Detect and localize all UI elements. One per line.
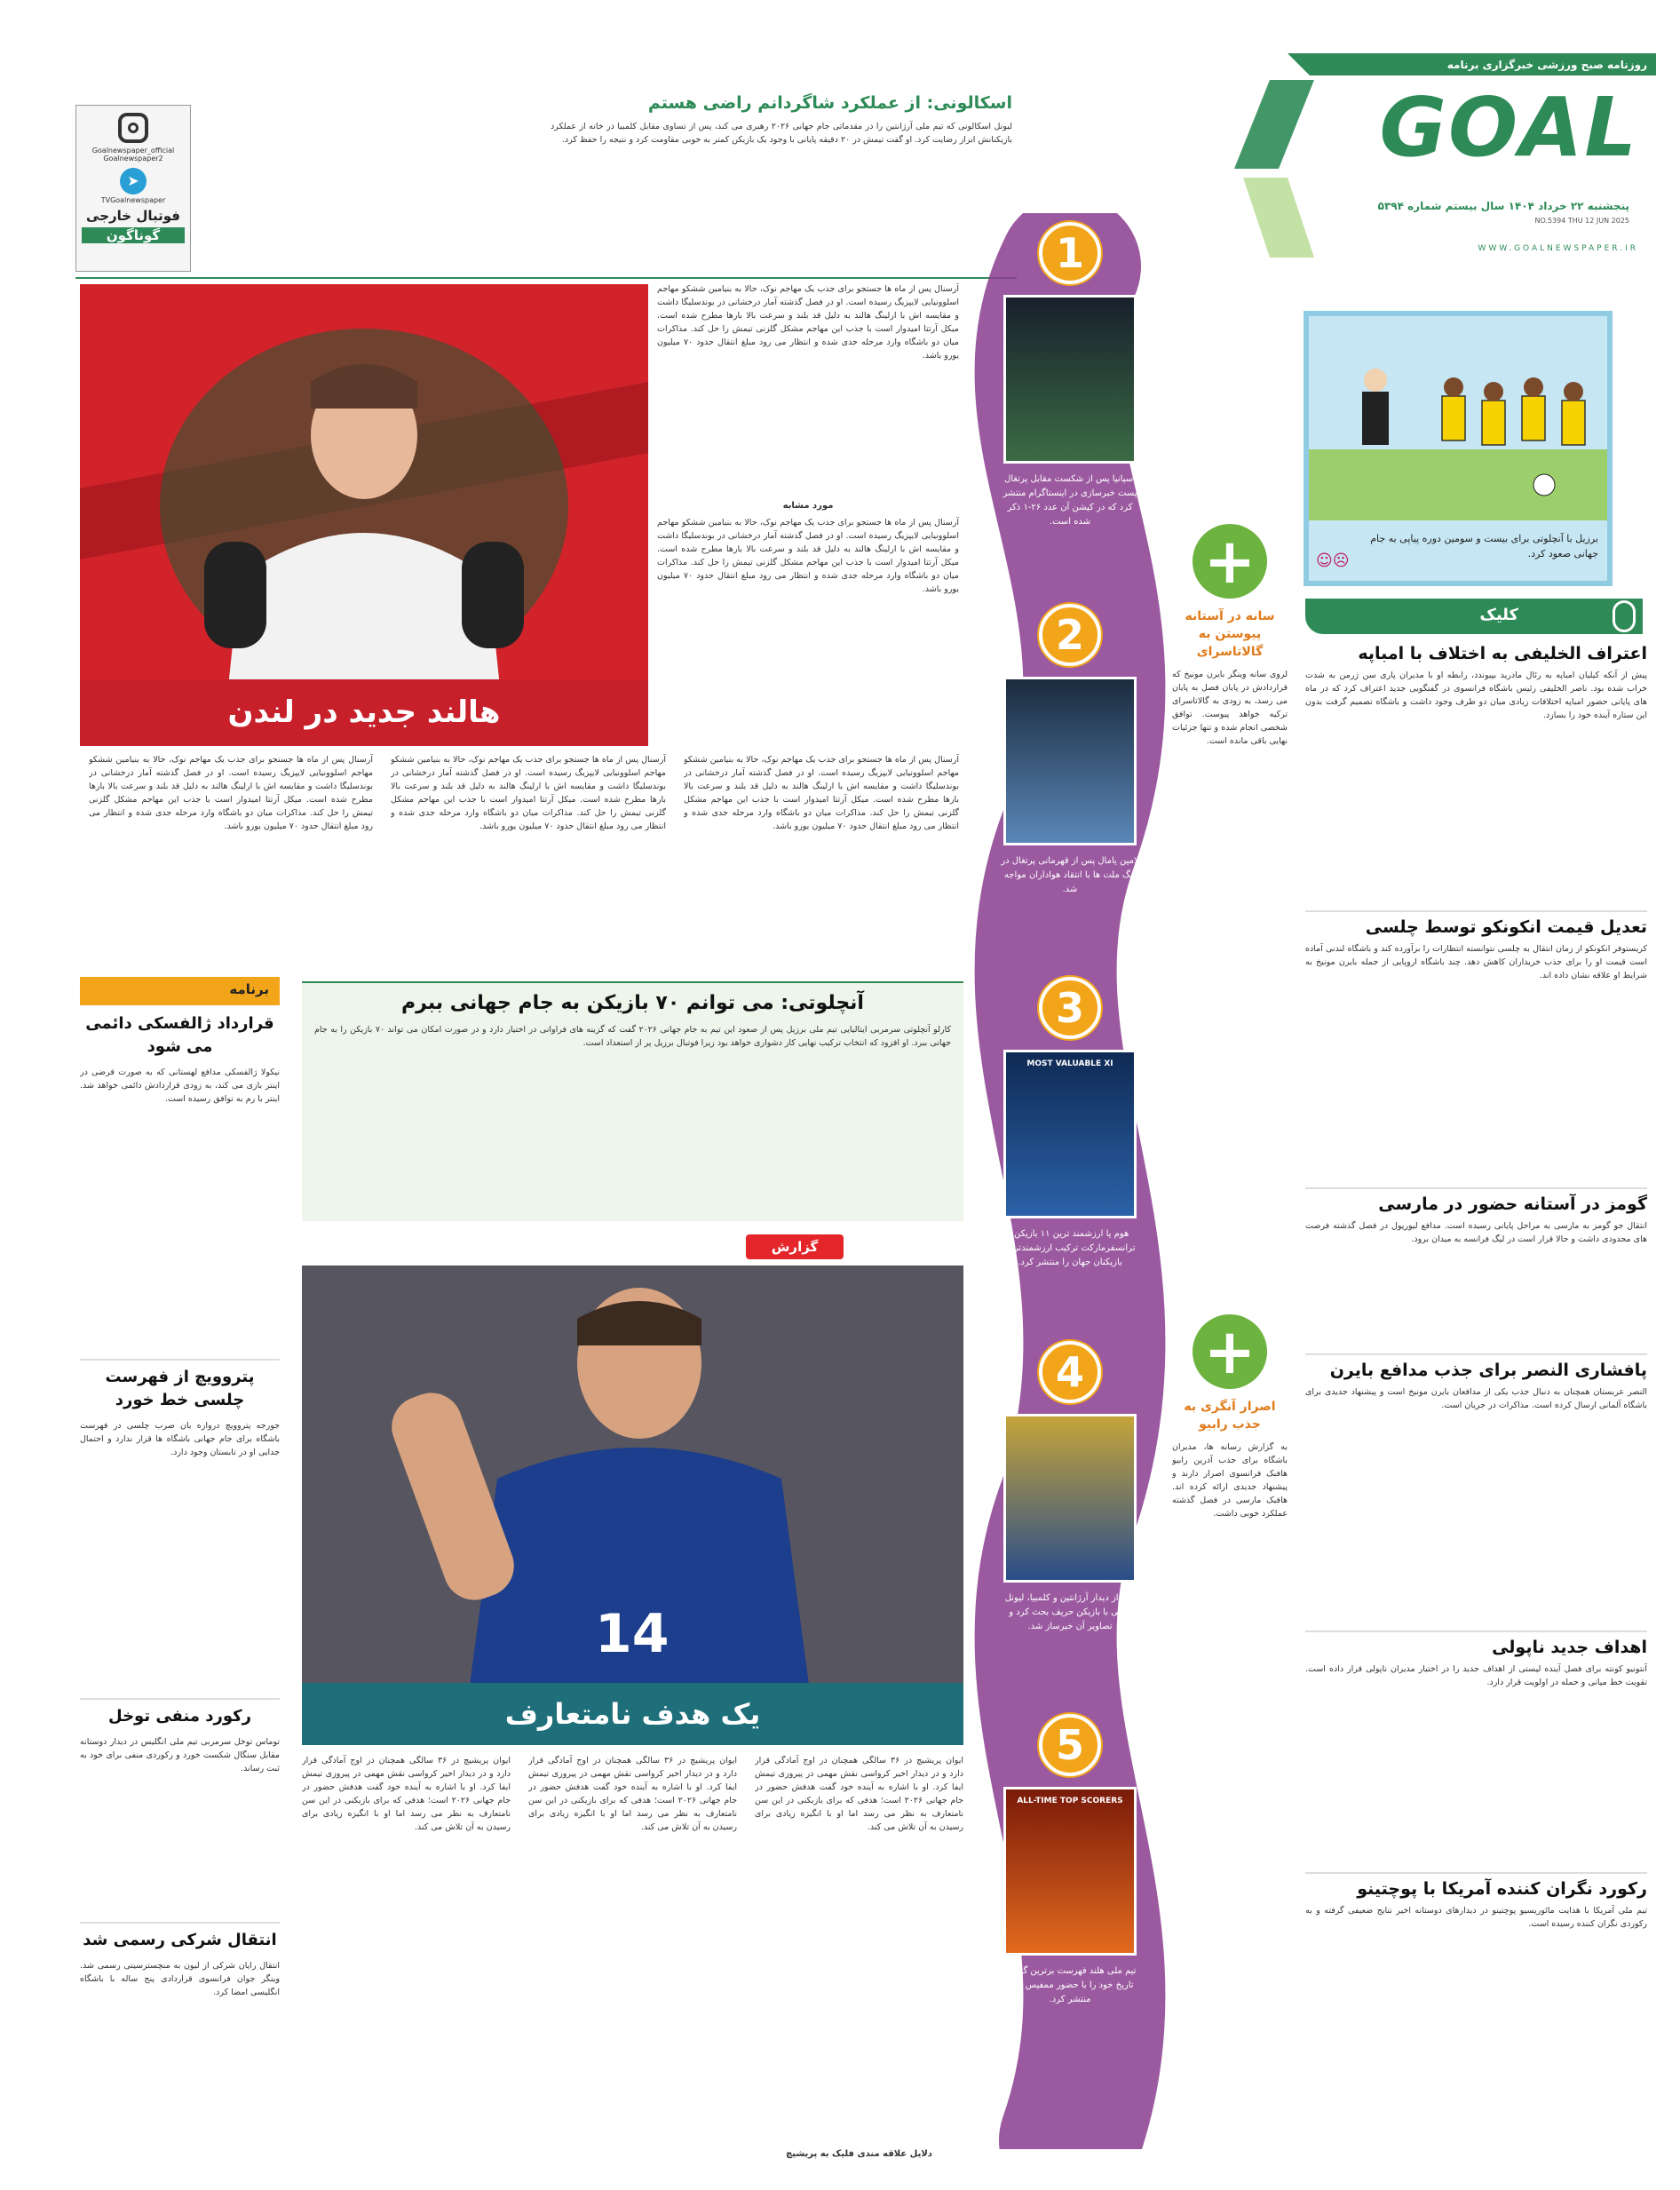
- plus-body: لروی سانه وینگر بایرن مونیخ که قراردادش در پایان فصل به پایان می رسد، به زودی به گالاتاسرای ترکیه خواهد پیوست. توافق شخصی انجام شده و تنها جزئیات نهایی باقی مانده است.: [1172, 670, 1288, 746]
- barnameh-label: برنامه: [229, 981, 269, 997]
- click-label: کلیک: [1479, 606, 1518, 624]
- barnameh-body: توماس توخل سرمربی تیم ملی انگلیس در دیدار دوستانه مقابل سنگال شکست خورد و رکوردی منفی برای خود به ثبت رساند.: [80, 1737, 280, 1773]
- click-item-title: اعتراف الخلیفی به اختلاف با امباپه: [1358, 644, 1647, 663]
- masthead-subtitle: روزنامه صبح ورزشی خبرگزاری برنامه: [1446, 59, 1647, 71]
- perisic-sub: دلایل علاقه مندی فلیک به پریشیچ: [786, 2149, 932, 2159]
- timeline-caption: پس از دیدار آرژانتین و کلمبیا، لیونل مسی با بازیکن حریف بحث کرد و تصاویر آن خبرساز شد.: [1004, 1593, 1136, 1631]
- timeline-number: 1: [1039, 222, 1101, 284]
- holland-col: آرسنال پس از ماه ها جستجو برای جذب یک مهاجم نوک، حالا به بنیامین ششکو مهاجم اسلوونیایی لایپزیگ رسیده است. او در فصل گذشته آمار درخشانی در بوندسلیگا داشت و مقایسه اش با ارلینگ هالند به دلیل قد بلند و سرعت بالا بارها مطرح شده است. میکل آرتتا امیدوار است با جذب این مهاجم مشکل گلزنی تیمش را حل کند. مذاکرات میان دو باشگاه وارد مرحله جدی شده و انتظار می رود مبلغ انتقال حدود ۷۰ میلیون یورو باشد.: [684, 755, 959, 831]
- click-item: [1305, 1189, 1647, 1353]
- jersey-number: 14: [595, 1603, 670, 1665]
- click-item-body: النصر عربستان همچنان به دنبال جذب یکی از مدافعان بایرن مونیخ است و پیشنهاد جدیدی برای باشگاه آلمانی ارسال کرده است. مذاکرات در جریان است.: [1305, 1387, 1647, 1410]
- barnameh-title: قرارداد ژالفسکی دائمی می شود: [85, 1014, 274, 1056]
- click-item: [1305, 1874, 1647, 2123]
- ancelotti-body: کارلو آنچلوتی سرمربی ایتالیایی تیم ملی برزیل پس از صعود این تیم به جام جهانی ۲۰۲۶ گفت که گزینه های فراوانی در اختیار دارد و در صورت امکان می تواند ۷۰ بازیکن را به جام جهانی ببرد. او افزود که انتخاب ترکیب نهایی کار دشواری خواهد بود زیرا فوتبال برزیل پر از استعداد است.: [314, 1025, 951, 1048]
- click-item: [1305, 644, 1647, 910]
- instagram-handle-2[interactable]: Goalnewspaper2: [103, 155, 163, 163]
- cartoon-illustration: [1309, 316, 1607, 520]
- barnameh-body: جورجه پتروویچ دروازه بان صرب چلسی در فهرست باشگاه برای جام جهانی باشگاه ها قرار ندارد و احتمال جدایی او در تابستان وجود دارد.: [80, 1421, 280, 1457]
- timeline-caption: هوم یا ارزشمند ترین ۱۱ بازیکن، ترانسفرمارکت ترکیب ارزشمندترین بازیکنان جهان را منتشر کرد.: [1004, 1229, 1136, 1267]
- ancelotti-story: [302, 981, 963, 1221]
- barnameh-body: نیکولا ژالفسکی مدافع لهستانی که به صورت قرضی در اینتر بازی می کند، به زودی قراردادش دائمی خواهد شد. اینتر با رم به توافق رسیده است.: [80, 1067, 280, 1104]
- top-divider: [75, 277, 1017, 279]
- click-item-title: گومز در آستانه حضور در مارسی: [1378, 1194, 1647, 1214]
- cartoon-caption: برزیل با آنچلوتی برای بیست و سومین دوره پیاپی به جام جهانی صعود کرد.: [1370, 533, 1598, 559]
- barnameh-header: [80, 977, 280, 1005]
- top-story-body: لیونل اسکالونی که تیم ملی آرژانتین را در مقدماتی جام جهانی ۲۰۲۶ رهبری می کند، پس از تساوی مقابل کلمبیا در خانه از عملکرد بازیکنانش ابراز رضایت کرد. او گفت تیمش در ۲۰ دقیقه پایانی با وجود یک بازیکن کمتر به خوبی مقاومت کرد و نتیجه را حفظ کرد.: [551, 122, 1012, 145]
- click-item-body: پیش از آنکه کیلیان امباپه به رئال مادرید بپیوندد، رابطه او با مدیران پاری سن ژرمن به شدت خراب شده بود. ناصر الخلیفی رئیس باشگاه فرانسوی در گفتگویی جدید اعتراف کرد که در ماه های پایانی حضور امباپه اختلافات زیادی میان دو طرف وجود داشت و باشگاه تصمیم گرفت بدون این ستاره آینده خود را بسازد.: [1305, 670, 1647, 720]
- barnameh-title: پتروویچ از فهرست چلسی خط خورد: [105, 1368, 255, 1409]
- timeline-photo: [1003, 1787, 1137, 1956]
- click-item: [1305, 912, 1647, 1187]
- click-item-title: رکورد نگران کننده آمریکا با پوچتینو: [1357, 1879, 1647, 1899]
- date-line: پنجشنبه ۲۲ خرداد ۱۴۰۴ سال بیستم شماره ۵۳۹۴: [1377, 200, 1629, 212]
- barnameh-title: رکورد منفی توخل: [108, 1707, 251, 1726]
- barnameh-column: [80, 1012, 280, 2167]
- mouse-icon: [1613, 600, 1636, 632]
- timeline-photo: [1003, 677, 1137, 845]
- scorers-label: ALL-TIME TOP SCORERS: [1017, 1797, 1123, 1805]
- click-item-body: آنتونیو کونته برای فصل آینده لیستی از اهداف جدید را در اختیار مدیران ناپولی قرار داده است. تقویت خط میانی و حمله در اولویت قرار دارد.: [1305, 1664, 1647, 1687]
- holland-columns: [80, 753, 959, 973]
- telegram-handle[interactable]: TVGoalnewspaper: [100, 196, 166, 204]
- click-item-body: تیم ملی آمریکا با هدایت مائوریسیو پوچتینو در دیدارهای دوستانه اخیر نتایج ضعیفی گرفته و به رکوردی نگران کننده رسیده است.: [1305, 1906, 1647, 1929]
- emoji-icon: ☺☹: [1316, 551, 1350, 570]
- click-column: [1305, 644, 1647, 2171]
- barnameh-item: [80, 1700, 280, 1922]
- player-illustration: [80, 284, 648, 746]
- masthead: [1234, 53, 1656, 275]
- timeline-caption: تیم ملی هلند فهرست برترین گلزنان تاریخ خود را با حضور ممفیس دپای منتشر کرد.: [1003, 1966, 1137, 2004]
- click-header: [1305, 599, 1643, 634]
- plus-title: سانه در آستانه پیوستن به گالاتاسرای: [1185, 609, 1275, 659]
- report-tag: گزارش: [746, 1234, 844, 1259]
- holland-text: آرسنال پس از ماه ها جستجو برای جذب یک مهاجم نوک، حالا به بنیامین ششکو مهاجم اسلوونیایی لایپزیگ رسیده است. او در فصل گذشته آمار درخشانی در بوندسلیگا داشت و مقایسه اش با ارلینگ هالند به دلیل قد بلند و سرعت بالا بارها مطرح شده است. میکل آرتتا امیدوار است با جذب این مهاجم مشکل گلزنی تیمش را حل کند. مذاکرات میان دو باشگاه وارد مرحله جدی شده و انتظار می رود مبلغ انتقال حدود ۷۰ میلیون یورو باشد.: [657, 284, 959, 361]
- social-box: [75, 105, 191, 272]
- plus-icon: +: [1193, 524, 1267, 599]
- timeline-photo: [1003, 295, 1137, 464]
- timeline-caption: لامین یامال پس از قهرمانی پرتغال در لیگ ملت ها با انتقاد هواداران مواجه شد.: [1001, 856, 1139, 894]
- timeline-caption: اسپانیا پس از شکست مقابل پرتغال پست خبرسازی در اینستاگرام منتشر کرد که در کپشن آن عدد ۲۶-۱ ذکر شده است.: [1002, 474, 1137, 527]
- top-story: [551, 93, 1012, 271]
- barnameh-title: انتقال شرکی رسمی شد: [83, 1931, 277, 1949]
- instagram-handle[interactable]: Goalnewspaper_official: [91, 147, 175, 155]
- top-story-headline: اسکالونی: از عملکرد شاگردانم راضی هستم: [647, 93, 1012, 113]
- valuable-label: MOST VALUABLE XI: [1026, 1059, 1113, 1068]
- section-label-2: گوناگون: [82, 227, 185, 243]
- click-item-title: تعدیل قیمت انکونکو توسط چلسی: [1365, 917, 1647, 937]
- holland-col: آرسنال پس از ماه ها جستجو برای جذب یک مهاجم نوک، حالا به بنیامین ششکو مهاجم اسلوونیایی لایپزیگ رسیده است. او در فصل گذشته آمار درخشانی در بوندسلیگا داشت و مقایسه اش با ارلینگ هالند به دلیل قد بلند و سرعت بالا بارها مطرح شده است. میکل آرتتا امیدوار است با جذب این مهاجم مشکل گلزنی تیمش را حل کند. مذاکرات میان دو باشگاه وارد مرحله جدی شده و انتظار می رود مبلغ انتقال حدود ۷۰ میلیون یورو باشد.: [89, 755, 373, 831]
- perisic-headline: یک هدف نامتعارف: [302, 1683, 963, 1745]
- click-item: [1305, 1632, 1647, 1872]
- timeline-item: [986, 604, 1154, 995]
- barnameh-body: انتقال رایان شرکی از لیون به منچسترسیتی رسمی شد. وینگر جوان فرانسوی قراردادی پنج ساله با باشگاه انگلیسی امضا کرد.: [80, 1961, 280, 1997]
- cartoon: [1304, 311, 1613, 586]
- website: WWW.GOALNEWSPAPER.IR: [1478, 244, 1638, 253]
- timeline-number: 5: [1039, 1714, 1101, 1776]
- click-item-title: اهداف جدید ناپولی: [1492, 1638, 1647, 1657]
- holland-body: [657, 282, 959, 744]
- holland-headline: هالند جدید در لندن: [80, 679, 648, 746]
- holland-col: آرسنال پس از ماه ها جستجو برای جذب یک مهاجم نوک، حالا به بنیامین ششکو مهاجم اسلوونیایی لایپزیگ رسیده است. او در فصل گذشته آمار درخشانی در بوندسلیگا داشت و مقایسه اش با ارلینگ هالند به دلیل قد بلند و سرعت بالا بارها مطرح شده است. میکل آرتتا امیدوار است با جذب این مهاجم مشکل گلزنی تیمش را حل کند. مذاکرات میان دو باشگاه وارد مرحله جدی شده و انتظار می رود مبلغ انتقال حدود ۷۰ میلیون یورو باشد.: [391, 755, 666, 831]
- barnameh-item: [80, 1012, 280, 1359]
- ancelotti-headline: آنچلوتی: می توانم ۷۰ بازیکن به جام جهانی ببرم: [401, 992, 864, 1014]
- holland-sub: مورد مشابه: [782, 501, 834, 511]
- section-label: فوتبال خارجی: [86, 208, 180, 224]
- click-item-title: پافشاری النصر برای جذب مدافع بایرن: [1329, 1361, 1647, 1380]
- instagram-icon: [118, 113, 148, 143]
- perisic-columns: [302, 1754, 963, 2162]
- timeline-photo: [1003, 1414, 1137, 1583]
- barnameh-item: [80, 1361, 280, 1698]
- timeline-item: [986, 222, 1154, 613]
- perisic-col: ایوان پریشیچ در ۳۶ سالگی همچنان در اوج آمادگی قرار دارد و در دیدار اخیر کرواسی نقش مهمی در پیروزی تیمش ایفا کرد. او با اشاره به آینده خود گفت هدفش حضور در جام جهانی ۲۰۲۶ است؛ هدفی که برای بازیکنی در این سن نامتعارف به نظر می رسد اما او با انگیزه زیادی برای رسیدن به آن تلاش می کند.: [302, 1756, 511, 1832]
- timeline-item: [986, 1341, 1154, 1732]
- click-item-body: انتقال جو گومز به مارسی به مراحل پایانی رسیده است. مدافع لیورپول در فصل گذشته فرصت های محدودی داشت و حالا قرار است در لیگ فرانسه به میدان برود.: [1305, 1221, 1647, 1244]
- logo: GOAL: [1379, 80, 1638, 175]
- timeline-number: 3: [1039, 977, 1101, 1039]
- timeline-number: 2: [1039, 604, 1101, 666]
- date-en: NO.5394 THU 12 JUN 2025: [1534, 217, 1629, 225]
- telegram-icon: ➤: [120, 168, 147, 194]
- timeline-number: 4: [1039, 1341, 1101, 1403]
- perisic-col: ایوان پریشیچ در ۳۶ سالگی همچنان در اوج آمادگی قرار دارد و در دیدار اخیر کرواسی نقش مهمی در پیروزی تیمش ایفا کرد. او با اشاره به آینده خود گفت هدفش حضور در جام جهانی ۲۰۲۶ است؛ هدفی که برای بازیکنی در این سن نامتعارف به نظر می رسد اما او با انگیزه زیادی برای رسیدن به آن تلاش می کند.: [528, 1756, 737, 1832]
- perisic-photo: [302, 1266, 963, 1745]
- perisic-col: ایوان پریشیچ در ۳۶ سالگی همچنان در اوج آمادگی قرار دارد و در دیدار اخیر کرواسی نقش مهمی در پیروزی تیمش ایفا کرد. او با اشاره به آینده خود گفت هدفش حضور در جام جهانی ۲۰۲۶ است؛ هدفی که برای بازیکنی در این سن نامتعارف به نظر می رسد اما او با انگیزه زیادی برای رسیدن به آن تلاش می کند.: [755, 1756, 963, 1832]
- plus-icon: +: [1193, 1314, 1267, 1389]
- click-item-body: کریستوفر انکونکو از زمان انتقال به چلسی نتوانسته انتظارات را برآورده کند و باشگاه لندنی آماده است قیمت او را برای جذب خریداران کاهش دهد. چند باشگاه اروپایی از جمله بایرن مونیخ به شرایط او علاقه نشان داده اند.: [1305, 944, 1647, 980]
- timeline-photo: [1003, 1050, 1137, 1218]
- plus-story: [1172, 1314, 1288, 2158]
- timeline-item: [986, 977, 1154, 1368]
- holland-text-2: آرسنال پس از ماه ها جستجو برای جذب یک مهاجم نوک، حالا به بنیامین ششکو مهاجم اسلوونیایی لایپزیگ رسیده است. او در فصل گذشته آمار درخشانی در بوندسلیگا داشت و مقایسه اش با ارلینگ هالند به دلیل قد بلند و سرعت بالا بارها مطرح شده است. میکل آرتتا امیدوار است با جذب این مهاجم مشکل گلزنی تیمش را حل کند. مذاکرات میان دو باشگاه وارد مرحله جدی شده و انتظار می رود مبلغ انتقال حدود ۷۰ میلیون یورو باشد.: [657, 518, 959, 594]
- plus-story: [1172, 524, 1288, 1163]
- timeline-item: [986, 1714, 1154, 2140]
- perisic-illustration: [302, 1266, 963, 1745]
- plus-body: به گزارش رسانه ها، مدیران باشگاه برای جذب آدرین رابیو هافبک فرانسوی اصرار دارند و پیشنهاد جدیدی ارائه کرده اند. هافبک مارسی در فصل گذشته عملکرد خوبی داشت.: [1172, 1442, 1288, 1519]
- holland-photo: [80, 284, 648, 746]
- click-item: [1305, 1355, 1647, 1631]
- plus-title: اصرار آنگری به جذب رابیو: [1184, 1400, 1276, 1432]
- barnameh-item: [80, 1924, 280, 2163]
